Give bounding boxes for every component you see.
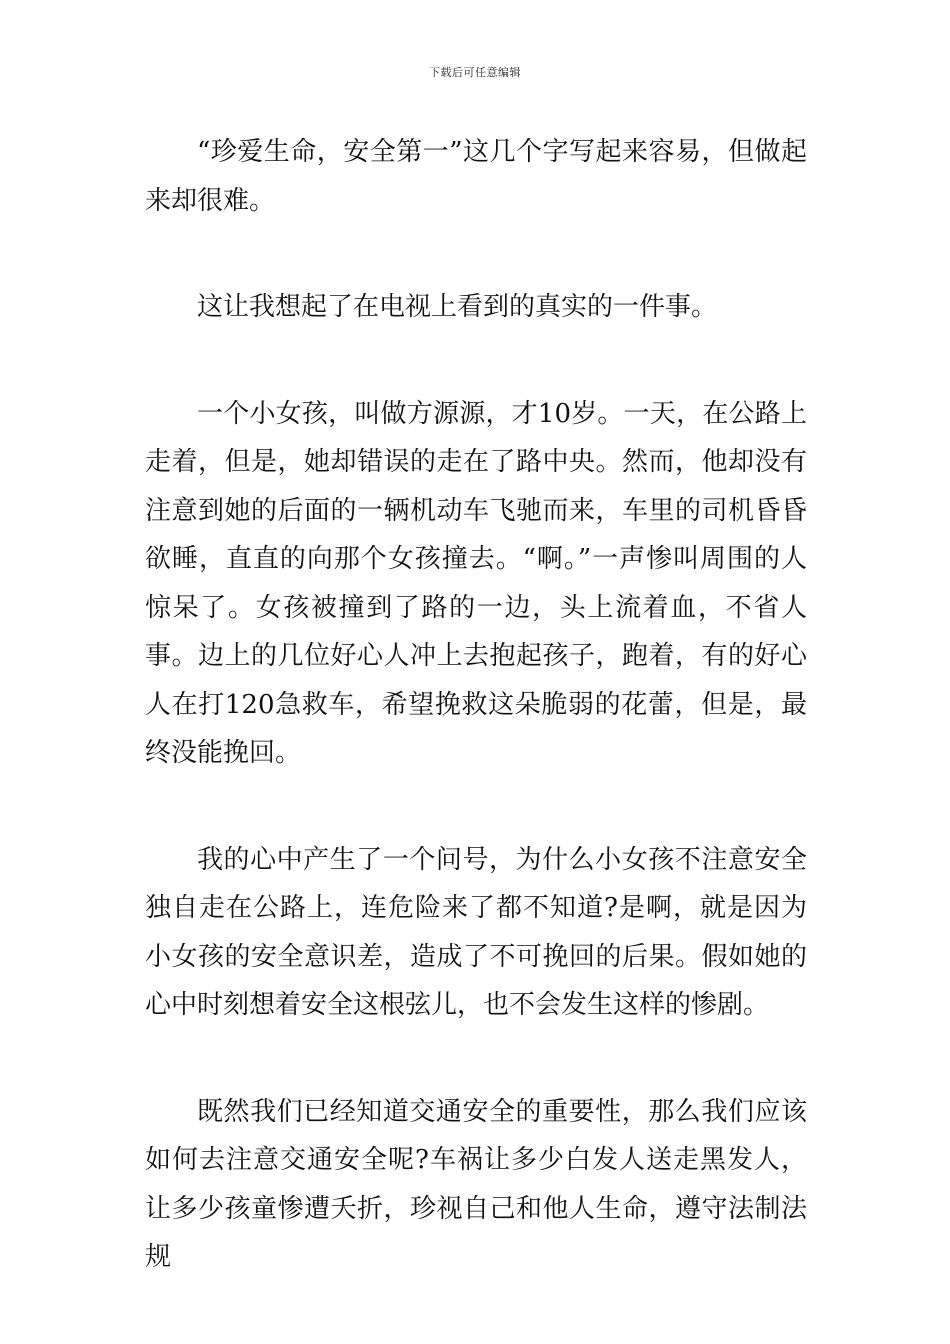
paragraph-5: 既然我们已经知道交通安全的重要性，那么我们应该如何去注意交通安全呢?车祸让多少白发人送走黑发人，让多少孩童惨遭夭折，珍视自己和他人生命，遵守法制法规 bbox=[145, 1096, 807, 1272]
paragraph-3: 一个小女孩，叫做方源源，才10岁。一天，在公路上走着，但是，她却错误的走在了路中央。然而，他却没有注意到她的后面的一辆机动车飞驰而来，车里的司机昏昏欲睡，直直的向那个女孩撞去。“啊。”一声惨叫周围的人惊呆了。女孩被撞到了路的一边，头上流着血，不省人事。边上的几位好心人冲上去抱起孩子，跑着，有的好心人在打120急救车，希望挽救这朵脆弱的花蕾，但是，最终没能挽回。 bbox=[145, 398, 807, 768]
paragraph-1: “珍爱生命，安全第一”这几个字写起来容易，但做起来却很难。 bbox=[145, 137, 807, 216]
document-body bbox=[145, 128, 807, 1340]
paragraph-2: 这让我想起了在电视上看到的真实的一件事。 bbox=[197, 292, 718, 322]
page-header: 下载后可任意编辑 bbox=[429, 66, 521, 79]
paragraph-4: 我的心中产生了一个问号，为什么小女孩不注意安全独自走在公路上，连危险来了都不知道?是啊，就是因为小女孩的安全意识差，造成了不可挽回的后果。假如她的心中时刻想着安全这根弦儿，也不会发生这样的惨剧。 bbox=[145, 844, 807, 1020]
